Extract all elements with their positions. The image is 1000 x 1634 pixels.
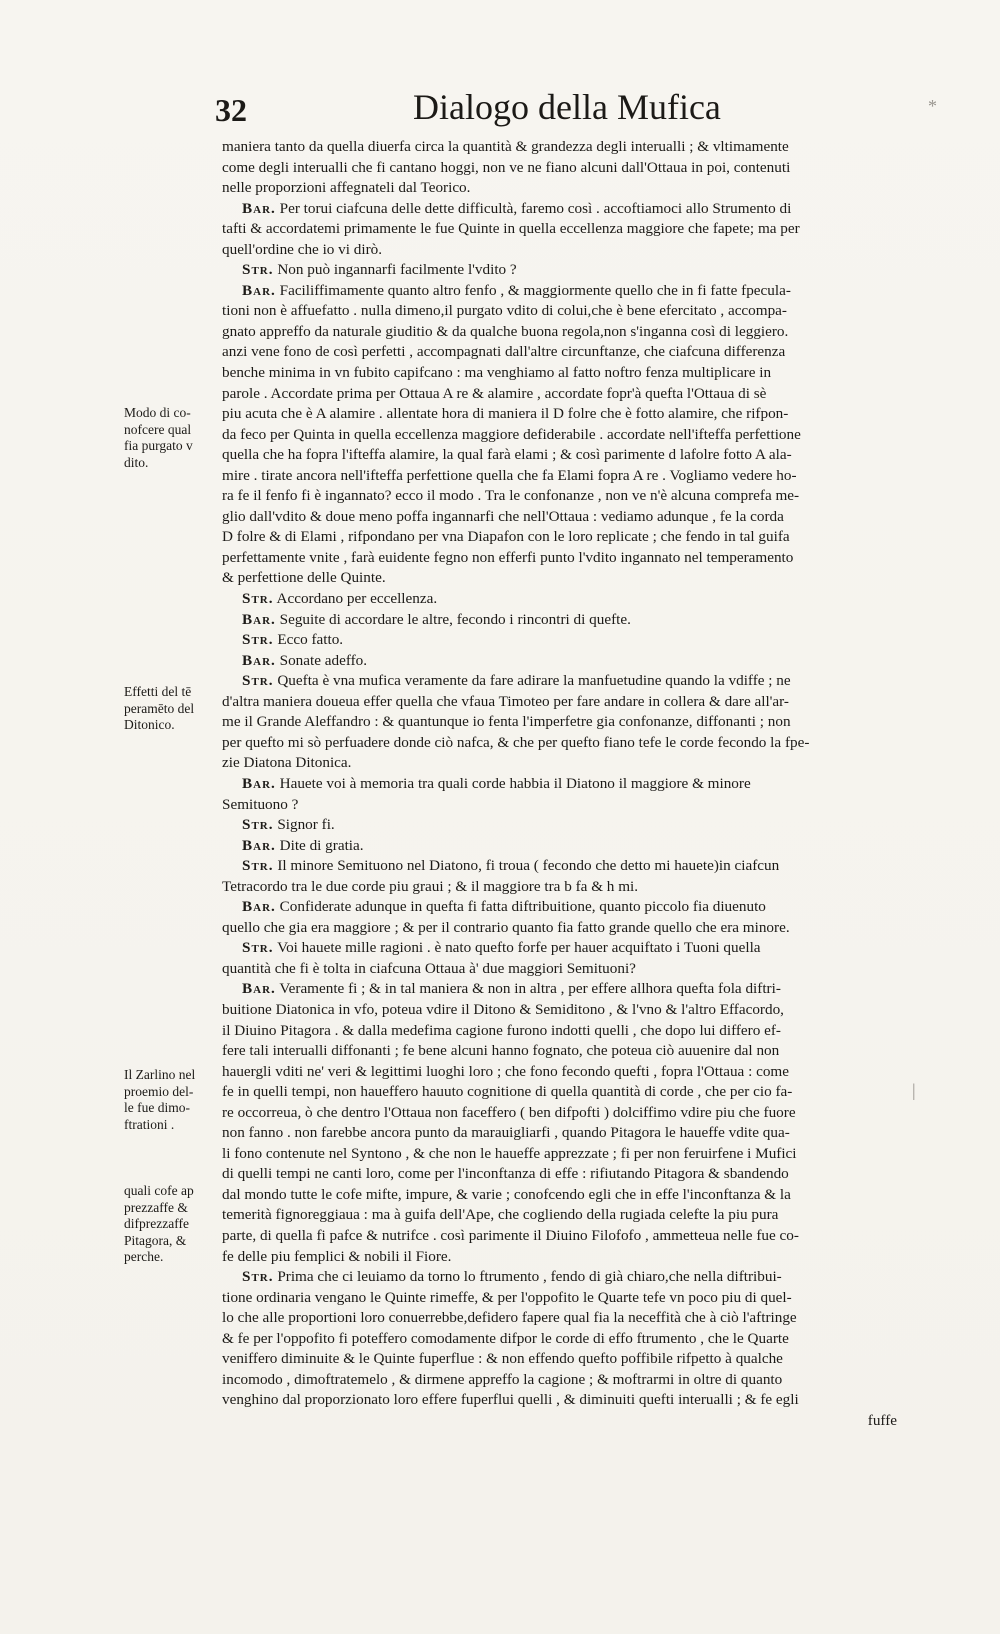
line-text: il Diuino Pitagora . & dalla medefima cagione furono indotti quelli , che dopo lui differo ef- (222, 1021, 781, 1039)
line-text: zie Diatona Ditonica. (222, 754, 352, 772)
text-line (222, 158, 917, 179)
text-line (222, 219, 917, 240)
line-text: li fono contenute nel Syntono , & che non le haueffe apprezzate ; fi per non feruirfene i Mufici (222, 1144, 797, 1162)
text-line (222, 137, 917, 158)
margin-note-line: Effetti del tē (124, 684, 192, 699)
margin-note (124, 1067, 216, 1133)
line-text: Ecco fatto. (277, 631, 344, 649)
line-text: quantità che fi è tolta in ciafcuna Ottaua à' due maggiori Semituoni? (222, 959, 636, 977)
margin-note (124, 1183, 216, 1266)
margin-note-line: le fue dimo- (124, 1100, 190, 1115)
text-line (222, 548, 917, 569)
margin-note (124, 684, 216, 734)
line-text: non fanno . non farebbe ancora punto da marauigliarfi , quando Pitagora le haueffe vdite qua- (222, 1124, 790, 1142)
text-line (222, 1226, 917, 1247)
line-text: & fe per l'oppofito fi poteffero comodamente difpor le corde di effo ftrumento , che le Quarte (222, 1329, 789, 1347)
margin-note-line: nofcere qual (124, 421, 192, 437)
margin-note-line: quali cofe ap (124, 1183, 194, 1198)
line-text: Non può ingannarfi facilmente l'vdito ? (277, 261, 517, 279)
line-text: quella che ha fopra l'ifteffa alamire, la qual farà elami ; & così parimente d lafolre fotto A ala- (222, 446, 792, 464)
speaker-label: Str. (242, 590, 274, 608)
line-text: Hauete voi à memoria tra quali corde habbia il Diatono il maggiore & minore (279, 774, 751, 792)
speaker-label: Bar. (242, 281, 276, 299)
speaker-label: Str. (242, 857, 274, 875)
margin-note-line: fia purgato v (124, 438, 193, 453)
margin-note-line: Modo di co- (124, 405, 191, 420)
speaker-label: Bar. (242, 774, 276, 792)
text-line (222, 1329, 917, 1350)
text-line (222, 1082, 917, 1103)
text-line (222, 1267, 917, 1288)
text-line (222, 1370, 917, 1391)
text-line (222, 281, 917, 302)
text-line (222, 527, 917, 548)
line-text: Tetracordo tra le due corde piu graui ; & il maggiore tra b fa & h mi. (222, 877, 639, 895)
line-text: Semituono ? (222, 795, 299, 813)
line-text: gnato appreffo da naturale giuditio & da qualche buona regola,non s'inganna così di leggiero. (222, 322, 789, 340)
margin-note-line: prezzaffe & (124, 1199, 188, 1215)
text-line (222, 240, 917, 261)
text-line (222, 445, 917, 466)
line-text: Prima che ci leuiamo da torno lo ftrumento , fendo di già chiaro,che nella diftribui- (277, 1268, 782, 1286)
text-line (222, 692, 917, 713)
text-line (222, 260, 917, 281)
line-text: Quefta è vna mufica veramente da fare adirare la manfuetudine quando la vdiffe ; ne (277, 672, 791, 690)
line-text: mire . tirate ancora nell'ifteffa perfettione quella che fa Elami fopra A re . Vogliamo vedere ho- (222, 466, 797, 484)
line-text: come degli interualli che fi cantano hoggi, non ve ne fiano alcuni dall'Ottaua in poi, contenuti (222, 158, 791, 176)
speaker-label: Str. (242, 261, 274, 279)
margin-note-line: perche. (124, 1249, 164, 1264)
running-title: Dialogo della Mufica (413, 87, 721, 127)
line-text: hauergli vditi ne' veri & legittimi luoghi loro ; che fono fecondo quefti , fopra l'Ottaua : come (222, 1062, 789, 1080)
text-line (222, 1390, 917, 1411)
text-line (222, 774, 917, 795)
line-text: venghino dal proporzionato loro effere fuperflui quelli , & diminuiti quefti interualli ; & fe egli (222, 1391, 799, 1409)
text-line (222, 1103, 917, 1124)
line-text: parte, di quella fi pafce & nutrifce . così parimente il Diuino Filofofo , ammetteua nelle fue co- (222, 1226, 799, 1244)
line-text: anzi vene fono de così perfetti , accompagnati dall'altre circunftanze, che ciafcuna differenza (222, 343, 786, 361)
margin-note-line: Il Zarlino nel (124, 1067, 196, 1082)
margin-note-line: proemio del- (124, 1083, 194, 1099)
line-text: d'altra maniera doueua effer quella che vfaua Timoteo per fare andare in collera & dare all'ar- (222, 692, 789, 710)
text-line (222, 979, 917, 1000)
text-line (222, 938, 917, 959)
text-line (222, 301, 917, 322)
line-text: Il minore Semituono nel Diatono, fi troua ( fecondo che detto mi hauete)in ciafcun (277, 857, 780, 875)
speaker-label: Bar. (242, 836, 276, 854)
dialogue-text (222, 137, 917, 1431)
speaker-label: Bar. (242, 898, 276, 916)
speaker-label: Str. (242, 939, 274, 957)
text-line (222, 733, 917, 754)
text-line (222, 589, 917, 610)
line-text: fe delle piu femplici & nobili il Fiore. (222, 1247, 452, 1265)
page-edge-mark: * (928, 96, 937, 116)
text-line (222, 815, 917, 836)
line-text: me il Grande Aleffandro : & quantunque io fenta l'imperfetre gia confonanze, diffonanti ; non (222, 713, 791, 731)
line-text: maniera tanto da quella diuerfa circa la quantità & grandezza degli interualli ; & vltimamente (222, 138, 789, 155)
line-text: Accordano per eccellenza. (276, 590, 438, 608)
line-text: Veramente fi ; & in tal maniera & non in altra , per effere allhora quefta fola diftri- (279, 980, 781, 998)
speaker-label: Bar. (242, 980, 276, 998)
text-line (222, 1164, 917, 1185)
text-line (222, 1308, 917, 1329)
text-line (222, 486, 917, 507)
text-line (222, 959, 917, 980)
speaker-label: Str. (242, 816, 274, 834)
text-line (222, 568, 917, 589)
text-line (222, 199, 917, 220)
text-line (222, 507, 917, 528)
line-text: quell'ordine che io vi dirò. (222, 240, 383, 258)
text-line (222, 1021, 917, 1042)
text-line (222, 753, 917, 774)
line-text: Faciliffimamente quanto altro fenfo , & maggiormente quello che in fi fatte fpecula- (279, 281, 791, 299)
text-line (222, 1144, 917, 1165)
text-line (222, 1205, 917, 1226)
text-line (222, 671, 917, 692)
text-line (222, 651, 917, 672)
text-line (222, 1185, 917, 1206)
margin-note-line: Pitagora, & (124, 1232, 187, 1248)
line-text: di quelli tempi ne canti loro, come per l'inconftanza di effe : rifiutando Pitagora & sbandendo (222, 1165, 789, 1183)
text-line (222, 712, 917, 733)
text-line (222, 1349, 917, 1370)
line-text: Per torui ciafcuna delle dette difficultà, faremo così . accoftiamoci allo Strumento di (279, 199, 792, 217)
line-text: Dite di gratia. (279, 836, 364, 854)
line-text: Sonate adeffo. (279, 651, 368, 669)
line-text: Signor fi. (277, 816, 335, 834)
text-line (222, 1041, 917, 1062)
line-text: benche minima in vn fubito capifcano : ma venghiamo al fatto noftro fenza multiplicare in (222, 364, 772, 382)
line-text: tioni non è affuefatto . nulla dimeno,il purgato vdito di colui,che è bene efercitato , accompa- (222, 302, 787, 320)
text-line (222, 425, 917, 446)
line-text: parole . Accordate prima per Ottaua A re & alamire , accordate fopr'à quefta l'Ottaua di sè (222, 384, 767, 402)
text-line (222, 630, 917, 651)
text-line (222, 178, 917, 199)
text-line (222, 1062, 917, 1083)
margin-note-line: Ditonico. (124, 717, 175, 732)
text-line (222, 363, 917, 384)
line-text: Voi hauete mille ragioni . è nato quefto forfe per hauer acquiftato i Tuoni quella (277, 939, 761, 957)
page-edge-mark: | (912, 1080, 916, 1100)
text-line (222, 342, 917, 363)
text-line (222, 466, 917, 487)
text-line (222, 877, 917, 898)
page-number: 32 (215, 92, 247, 128)
speaker-label: Bar. (242, 651, 276, 669)
line-text: da feco per Quinta in quella eccellenza maggiore defiderabile . accordate nell'ifteffa perfettione (222, 425, 801, 443)
margin-note-line: ftrationi . (124, 1116, 175, 1132)
margin-note-line: peramēto del (124, 700, 195, 716)
line-text: perfettamente vnite , farà euidente fegno non efferfi punto l'vdito ingannato nel temperamento (222, 548, 794, 566)
text-line (222, 897, 917, 918)
line-text: Confiderate adunque in quefta fi fatta diftribuitione, quanto piccolo fia diuenuto (279, 898, 766, 916)
speaker-label: Str. (242, 631, 274, 649)
line-text: piu acuta che è A alamire . allentate hora di maniera il D folre che è fotto alamire, che rifpon- (222, 405, 789, 423)
speaker-label: Bar. (242, 199, 276, 217)
text-line (222, 1288, 917, 1309)
text-line (222, 404, 917, 425)
line-text: temerità fignoreggiaua : ma à guifa dell'Ape, che cogliendo della rugiada celefte la piu pura (222, 1206, 779, 1224)
line-text: re occorreua, ò che dentro l'Ottaua non faceffero ( ben difpofti ) dolciffimo vdire piu che fuore (222, 1103, 796, 1121)
text-line (222, 1247, 917, 1268)
line-text: incomodo , dimoftratemelo , & dirmene appreffo la cagione ; & moftrarmi in oltre di quanto (222, 1370, 783, 1388)
text-line (222, 918, 917, 939)
line-text: dal mondo tutte le cofe mifte, impure, & varie ; conofcendo egli che in effe l'inconftanza & la (222, 1185, 791, 1203)
text-line (222, 836, 917, 857)
text-line (222, 1123, 917, 1144)
line-text: glio dall'vdito & doue meno poffa ingannarfi che nell'Ottaua : vediamo adunque , fe la corda (222, 507, 784, 525)
line-text: quello che gia era maggiore ; & per il contrario quanto fia fatto grande quello che era minore. (222, 918, 790, 936)
line-text: nelle proporzioni affegnateli dal Teorico. (222, 179, 471, 197)
line-text: tione ordinaria vengano le Quinte rimeffe, & per l'oppofito le Quarte tefe vn poco piu di quel- (222, 1288, 792, 1306)
margin-note-line: difprezzaffe (124, 1216, 189, 1231)
line-text: ra fe il fenfo fi è ingannato? ecco il modo . Tra le confonanze , non ve n'è alcuna comprefa me- (222, 487, 800, 505)
page-header (215, 86, 915, 136)
text-line (222, 795, 917, 816)
speaker-label: Str. (242, 1268, 274, 1286)
speaker-label: Bar. (242, 610, 276, 628)
speaker-label: Str. (242, 672, 274, 690)
line-text: & perfettione delle Quinte. (222, 569, 386, 587)
line-text: fe in quelli tempi, non haueffero hauuto cognitione di quella quantità di corde , che per cio fa- (222, 1083, 793, 1101)
line-text: fere tali interualli diffonanti ; fe bene alcuni hanno fognato, che poteua ciò auuenire dal non (222, 1042, 780, 1060)
text-line (222, 1000, 917, 1021)
margin-note-line: dito. (124, 454, 149, 470)
text-line (222, 856, 917, 877)
text-line (222, 610, 917, 631)
line-text: Seguite di accordare le altre, fecondo i rincontri di quefte. (279, 610, 631, 628)
line-text: tafti & accordatemi primamente le fue Quinte in quella eccellenza maggiore che fapete; ma per (222, 220, 800, 238)
text-line (222, 322, 917, 343)
text-line (222, 384, 917, 405)
catchword: fuffe (867, 1411, 897, 1429)
line-text: buitione Diatonica in vfo, poteua vdire il Ditono & Semiditono , & l'vno & l'altro Effacordo, (222, 1000, 784, 1018)
line-text: per quefto mi sò perfuadere donde ciò nafca, & che per quefto fiano tefe le corde fecondo la fpe- (222, 733, 810, 751)
margin-note (124, 405, 216, 471)
line-text: D folre & di Elami , rifpondano per vna Diapafon con le loro replicate ; che fendo in tal guifa (222, 528, 790, 546)
line-text: veniffero diminuite & le Quinte fuperflue : & non effendo quefto poffibile rifpetto à qualche (222, 1350, 783, 1368)
line-text: lo che alle proportioni loro conuerrebbe,defidero fapere qual fia la neceffità che à ciò l'aftringe (222, 1309, 797, 1327)
